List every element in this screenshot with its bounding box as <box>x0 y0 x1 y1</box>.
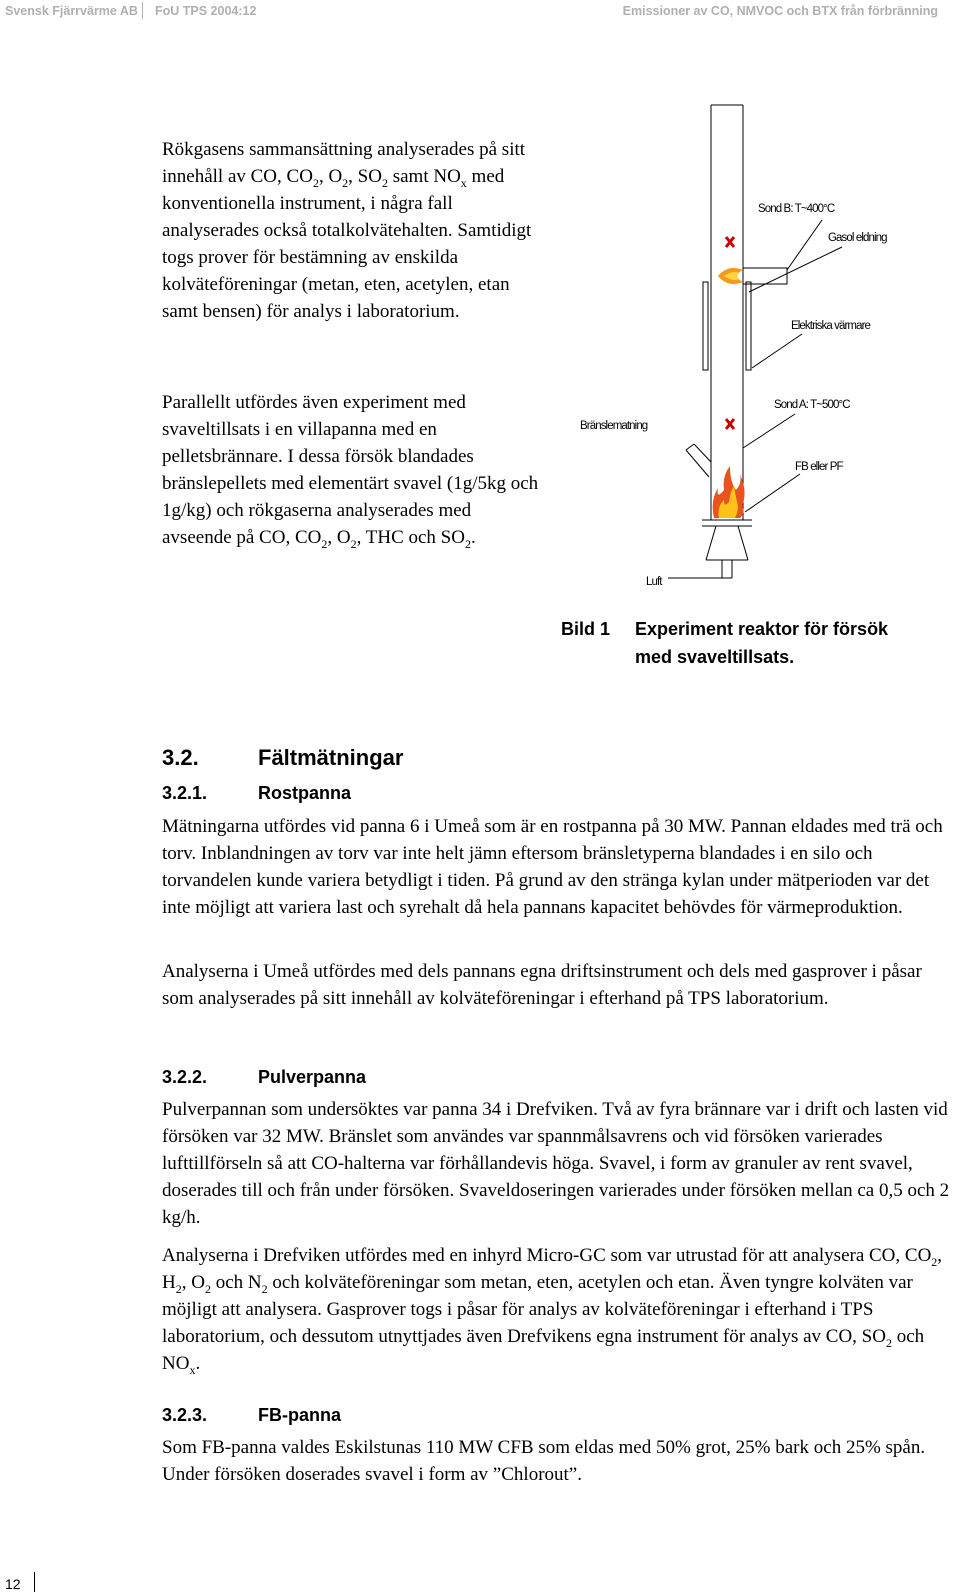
header-company: Svensk Fjärrvärme AB <box>5 4 138 18</box>
probe-marker-icon <box>726 419 734 429</box>
pulverpanna-paragraph-1: Pulverpannan som undersöktes var panna 34 i Drefviken. Två av fyra brännare var i drift och lasten vid försöken var 32 MW. Bränslet som användes var spannmålsavrens och vid försöken varierades lufttillförseln så att CO-halterna var förhållandevis höga. Svavel, i form av granuler av rent svavel, doserades till och från under försöken. Svaveldoseringen varierades under försöken mellan ca 0,5 och 2 kg/h. <box>162 1099 950 1228</box>
fb-panna-paragraph: Som FB-panna valdes Eskilstunas 110 MW CFB som eldas med 50% grot, 25% bark och 25% spån. Under försöken doserades svavel i form av ”Chlorout”. <box>162 1437 926 1485</box>
label-luft: Luft <box>646 576 662 588</box>
page-number: 12 <box>5 1576 21 1592</box>
pulverpanna-paragraph-2: Analyserna i Drefviken utfördes med en inhyrd Micro-GC som var utrustad för att analysera CO, $CO_2$, $H_2$, $O_2$ och $N_2$ och kolväteföreningar som metan, eten, acetylen och etan. Även tyngre kolväten var möjligt att analysera. Gasprover togs i påsar för analys av kolväteföreningar i efterhand i TPS laboratorium, och dessutom utnyttjades även Drefvikens egna instrument för analys av CO, $SO_2$ och $NO_x$. <box>162 1245 943 1377</box>
label-sond-a: Sond A: T~500°C <box>774 399 850 411</box>
rostpanna-paragraph-2: Analyserna i Umeå utfördes med dels pannans egna driftsinstrument och dels med gasprover i påsar som analyserades på sitt innehåll av kolväteföreningar i efterhand på TPS laboratorium. <box>162 961 922 1009</box>
label-elektriska-varmare: Elektriska värmare <box>791 320 871 332</box>
section-title: Fältmätningar <box>258 745 404 770</box>
intro-paragraph-2: Parallellt utfördes även experiment med svaveltillsats i en villapanna med en pelletsbrännare. I dessa försök blandades bränslepellets med elementärt svavel (1g/5kg och 1g/kg) och rökgaserna analyserades med avseende på CO, $CO_2$, $O_2$, THC och $SO_2$. <box>162 392 539 551</box>
footer-divider <box>34 1572 35 1592</box>
section-number: 3.2. <box>162 745 199 770</box>
gas-flame-icon <box>718 268 743 284</box>
label-branslematning: Bränslematning <box>580 420 648 432</box>
label-sond-b: Sond B: T~400°C <box>758 203 835 215</box>
header-report-id: FoU TPS 2004:12 <box>155 4 257 18</box>
reactor-diagram <box>0 0 960 620</box>
figure-caption-text: Experiment reaktor för försök med svaveltillsats. <box>635 619 889 667</box>
label-fb-eller-pf: FB eller PF <box>795 461 843 473</box>
intro-paragraph-1: Rökgasens sammansättning analyserades på sitt innehåll av CO, $CO_2$, $O_2$, $SO_2$ samt $NO_x$ med konventionella instrument, i några fall analyserades också totalkolvätehalten. Samtidigt togs prover för bestämning av enskilda kolväteföreningar (metan, eten, acetylen, etan samt bensen) för analys i laboratorium. <box>162 139 532 322</box>
probe-marker-icon <box>726 237 734 247</box>
label-gasol-eldning: Gasol eldning <box>828 232 887 244</box>
fire-icon <box>713 466 745 518</box>
rostpanna-paragraph-1: Mätningarna utfördes vid panna 6 i Umeå som är en rostpanna på 30 MW. Pannan eldades med trä och torv. Inblandningen av torv var inte helt jämn eftersom bränsletyperna blandades i en silo och torvandelen kunde variera betydligt i tiden. På grund av den stränga kylan under mätperioden var det inte möjligt att variera last och syrehalt då hela pannans kapacitet behövdes för värmeproduktion. <box>162 816 943 918</box>
figure-caption-number: Bild 1 <box>561 619 611 639</box>
header-title: Emissioner av CO, NMVOC och BTX från förbränning <box>622 4 938 18</box>
